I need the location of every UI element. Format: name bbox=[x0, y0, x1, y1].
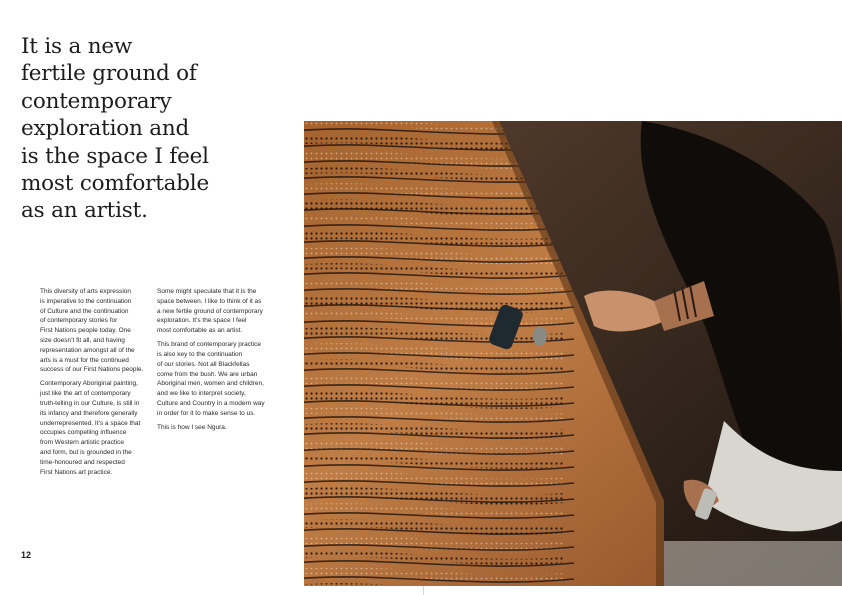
body-paragraph bbox=[157, 287, 275, 336]
body-line: time-honoured and respected bbox=[40, 458, 125, 466]
body-line: just like the art of contemporary bbox=[40, 390, 131, 398]
body-line: truth-telling in our Culture, is still in bbox=[40, 400, 140, 408]
body-line: arts is a must for the continued bbox=[40, 356, 129, 364]
body-line: This brand of contemporary practice bbox=[157, 341, 262, 349]
pull-quote bbox=[21, 33, 281, 225]
body-line: of our stories. Not all Blackfellas bbox=[157, 360, 250, 368]
pull-quote-line: most comfortable bbox=[21, 171, 210, 197]
body-line: a new fertile ground of contemporary bbox=[157, 307, 263, 315]
page-fold-mark bbox=[423, 586, 424, 595]
pull-quote-line: contemporary bbox=[21, 88, 172, 114]
body-line: from Western artistic practice bbox=[40, 439, 125, 447]
body-line: occupies compelling influence bbox=[40, 429, 127, 437]
body-line: Aboriginal men, women and children, bbox=[157, 380, 264, 388]
pull-quote-line: fertile ground of bbox=[21, 61, 197, 87]
body-paragraph bbox=[157, 340, 275, 418]
pull-quote-line: as an artist. bbox=[21, 198, 148, 224]
body-line: This diversity of arts expression bbox=[40, 288, 132, 295]
page-number: 12 bbox=[21, 550, 32, 560]
body-line: success of our First Nations people. bbox=[40, 366, 144, 374]
pull-quote-line: is the space I feel bbox=[21, 143, 209, 169]
body-column-left bbox=[40, 287, 158, 482]
body-line: come from the bush. We are urban bbox=[157, 370, 258, 378]
body-column-right bbox=[157, 287, 275, 437]
body-line: underrepresented. It’s a space that bbox=[40, 419, 141, 427]
artist-painting-photo bbox=[304, 121, 842, 586]
body-line: size doesn’t fit all, and having bbox=[40, 336, 125, 344]
body-line: space between. I like to think of it as bbox=[157, 297, 262, 305]
body-paragraph bbox=[40, 287, 158, 375]
body-line: most comfortable as an artist. bbox=[157, 327, 243, 335]
body-line: is also key to the continuation bbox=[157, 351, 243, 359]
body-line: First Nations people today. One bbox=[40, 327, 131, 335]
body-line: Some might speculate that it is the bbox=[157, 288, 257, 295]
body-line: exploration. It’s the space I feel bbox=[157, 317, 247, 325]
body-paragraph bbox=[40, 379, 158, 477]
photo-illustration bbox=[304, 121, 842, 586]
body-line: Contemporary Aboriginal painting, bbox=[40, 380, 138, 388]
pull-quote-line: exploration and bbox=[21, 116, 190, 142]
body-line: its infancy and therefore generally bbox=[40, 409, 138, 417]
silver-ring bbox=[533, 326, 547, 346]
body-line: and form, but is grounded in the bbox=[40, 449, 132, 457]
body-line: First Nations art practice. bbox=[40, 468, 113, 476]
body-line: in order for it to make sense to us. bbox=[157, 409, 256, 417]
body-line: This is how I see Ngura. bbox=[157, 423, 227, 431]
body-line: and we like to interpret society, bbox=[157, 390, 246, 398]
body-line: representation amongst all of the bbox=[40, 346, 135, 354]
body-line: is imperative to the continuation bbox=[40, 297, 132, 305]
body-paragraph bbox=[157, 423, 275, 433]
pull-quote-line: It is a new bbox=[21, 34, 133, 59]
body-line: of Culture and the continuation bbox=[40, 307, 129, 315]
body-line: of contemporary stories for bbox=[40, 317, 118, 325]
body-line: Culture and Country in a modern way bbox=[157, 400, 265, 408]
